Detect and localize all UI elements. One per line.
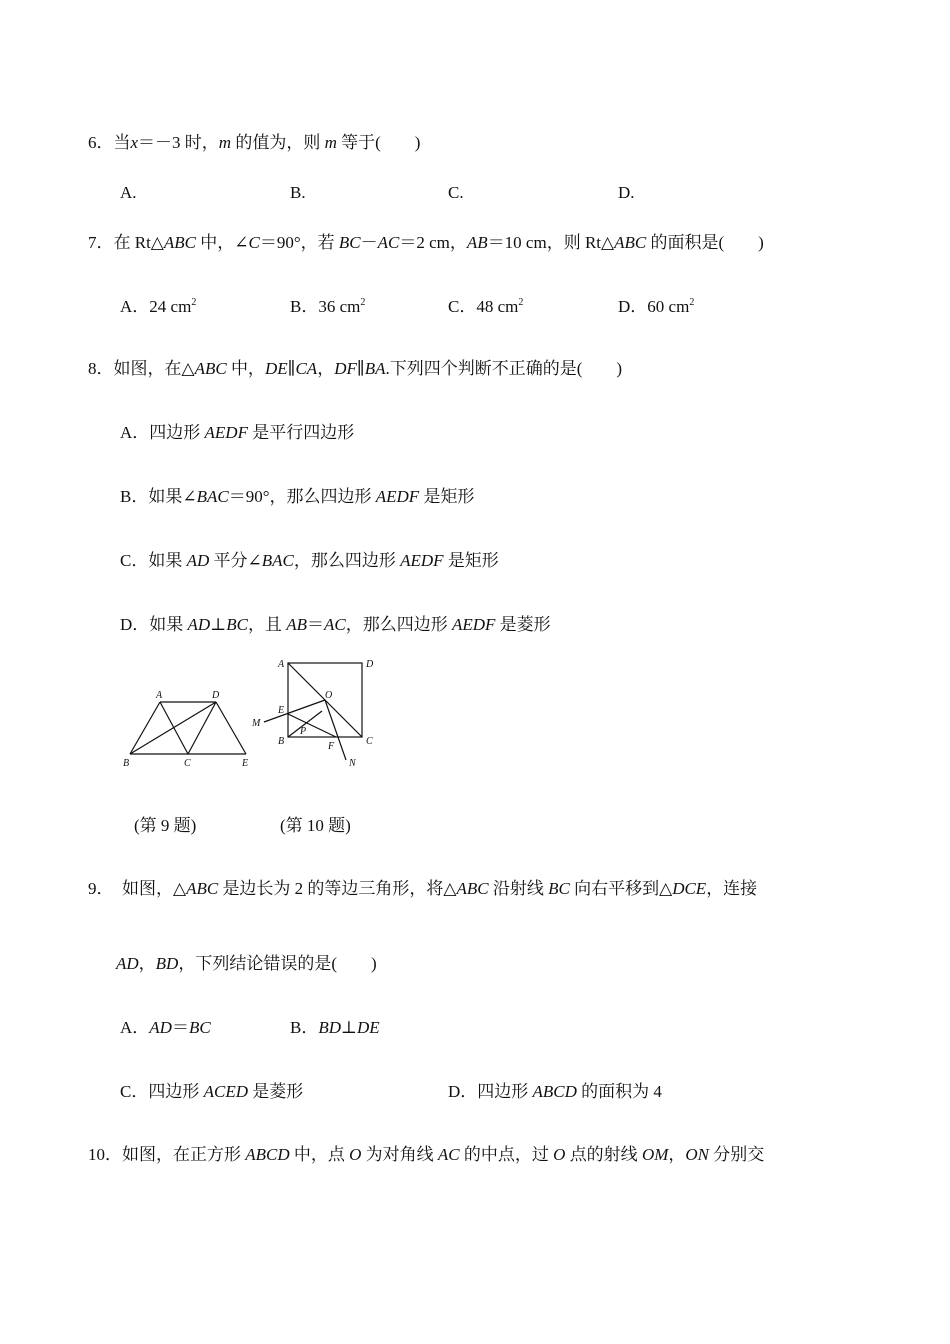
- q8-option-d[interactable]: D．如果 AD⊥BC，且 AB＝AC，那么四边形 AEDF 是菱形: [120, 615, 551, 634]
- fig10-label-p: P: [300, 726, 307, 737]
- q8-option-a[interactable]: A．四边形 AEDF 是平行四边形: [120, 423, 355, 442]
- q6-option-d[interactable]: D.: [618, 183, 635, 202]
- q7-option-a[interactable]: A．24 $cm^2$: [120, 297, 197, 316]
- fig10-ray-om: [264, 700, 325, 722]
- figure-10: [248, 654, 383, 770]
- fig9-label-c: C: [184, 758, 191, 769]
- fig9-label-a: A: [156, 690, 163, 701]
- q9-stem-line1: 9． 如图，△ABC 是边长为 2 的等边三角形，将△ABC 沿射线 BC 向右平移到△DCE，连接: [88, 879, 758, 898]
- q7-number: 7．: [88, 233, 114, 252]
- fig10-caption: (第 10 题): [280, 816, 351, 835]
- figure-9: [118, 686, 258, 770]
- fig10-segment-ef: [288, 714, 336, 737]
- q7-option-b[interactable]: B．36 $cm^2$: [290, 297, 366, 316]
- q10-stem: 10．如图，在正方形 ABCD 中，点 O 为对角线 AC 的中点，过 O 点的射线 OM，ON 分别交: [88, 1145, 765, 1164]
- fig9-label-d: D: [212, 690, 220, 701]
- q6-number: 6．: [88, 133, 114, 152]
- fig10-label-f: F: [328, 741, 335, 752]
- fig10-label-d: D: [366, 659, 374, 670]
- fig10-label-m: M: [252, 718, 261, 729]
- q7-option-c[interactable]: C．48 $cm^2$: [448, 297, 524, 316]
- q8-stem: 8．如图，在△ABC 中，DE∥CA，DF∥BA.下列四个判断不正确的是( ): [88, 359, 623, 378]
- q6-option-b[interactable]: B.: [290, 183, 306, 202]
- q7-stem: 7．在 Rt△ABC 中，∠C＝90°，若 BC－AC＝2 cm，AB＝10 cm，则 Rt△ABC 的面积是( ): [88, 233, 764, 252]
- q9-option-c[interactable]: C．四边形 ACED 是菱形: [120, 1082, 304, 1101]
- q7-option-d[interactable]: D．60 $cm^2$: [618, 297, 695, 316]
- fig10-label-a: A: [278, 659, 285, 670]
- q9-option-d[interactable]: D．四边形 ABCD 的面积为 4: [448, 1082, 662, 1101]
- fig9-label-b: B: [123, 758, 130, 769]
- q6-stem: 6．当x＝－3 时，m 的值为，则 m 等于( ): [88, 133, 421, 152]
- fig9-segment-bd: [130, 702, 216, 754]
- fig10-label-n: N: [349, 758, 356, 769]
- q8-option-b[interactable]: B．如果∠BAC＝90°，那么四边形 AEDF 是矩形: [120, 487, 475, 506]
- q6-option-a[interactable]: A.: [120, 183, 137, 202]
- fig10-label-b: B: [278, 736, 285, 747]
- q8-number: 8．: [88, 359, 114, 378]
- fig9-segment-ab: [130, 702, 160, 754]
- q9-option-a[interactable]: A．AD＝BC: [120, 1018, 211, 1037]
- q9-stem-line2: AD，BD，下列结论错误的是( ): [116, 954, 377, 973]
- fig9-segment-de: [216, 702, 246, 754]
- q9-number: 9．: [88, 879, 114, 898]
- q8-option-c[interactable]: C．如果 AD 平分∠BAC，那么四边形 AEDF 是矩形: [120, 551, 499, 570]
- fig10-label-e: E: [278, 705, 285, 716]
- fig10-label-c: C: [366, 736, 373, 747]
- q10-number: 10．: [88, 1145, 122, 1164]
- fig10-label-o: O: [325, 690, 333, 701]
- q6-option-c[interactable]: C.: [448, 183, 464, 202]
- q9-option-b[interactable]: B．BD⊥DE: [290, 1018, 380, 1037]
- fig9-label-e: E: [242, 758, 249, 769]
- fig9-caption: (第 9 题): [134, 816, 197, 835]
